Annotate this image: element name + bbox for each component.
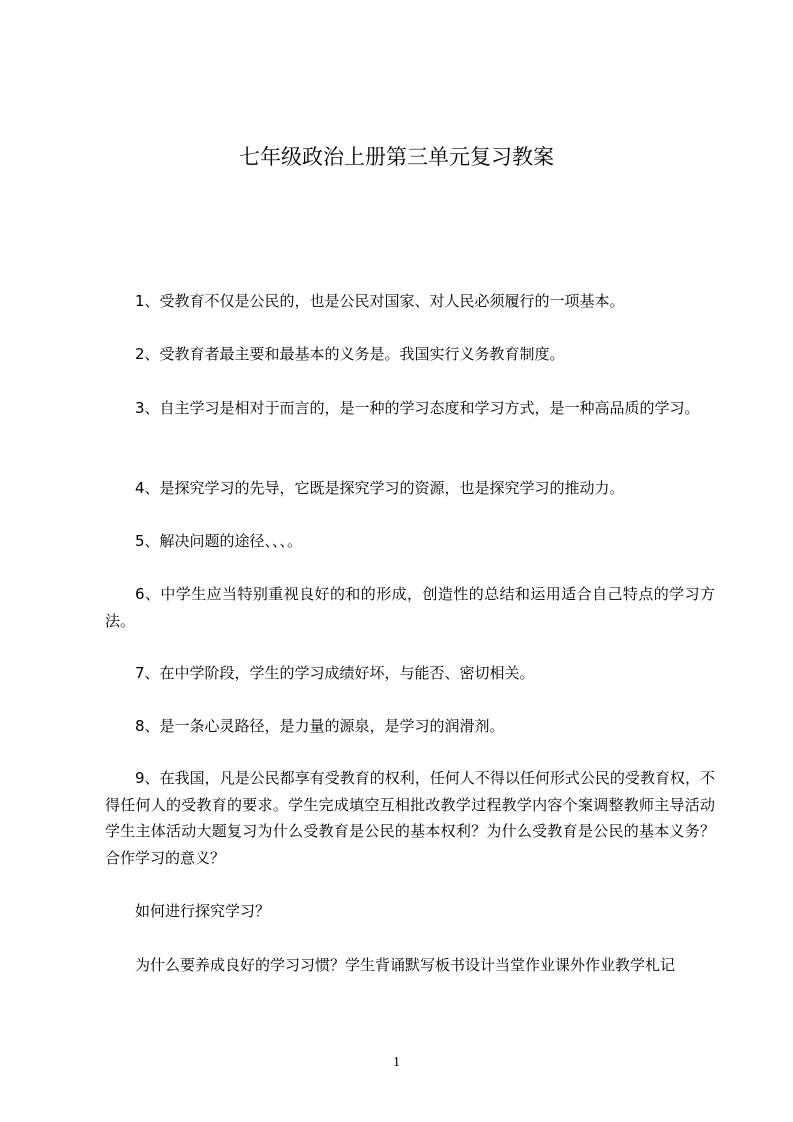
paragraph-2: 2、受教育者最主要和最基本的义务是。我国实行义务教育制度。 — [135, 345, 565, 363]
document-title: 七年级政治上册第三单元复习教案 — [239, 145, 554, 169]
paragraph-3: 3、自主学习是相对于而言的，是一种的学习态度和学习方式，是一种高品质的学习。 — [135, 399, 700, 417]
paragraph-11: 为什么要养成良好的学习习惯？学生背诵默写板书设计当堂作业课外作业教学札记 — [135, 956, 676, 974]
paragraph-10: 如何进行探究学习？ — [135, 902, 271, 920]
paragraph-8: 8、是一条心灵路径，是力量的源泉，是学习的润滑剂。 — [135, 717, 505, 735]
paragraph-9: 9、在我国，凡是公民都享有受教育的权利，任何人不得以任何形式公民的受教育权，不得任何人的受教育的要求。学生完成填空互相批改教学过程教学内容个案调整教师主导活动学生主体活动大题复习为什么受教育是公民的基本权利？为什么受教育是公民的基本义务？合作学习的意义？ — [105, 769, 715, 867]
paragraph-7: 7、在中学阶段，学生的学习成绩好坏，与能否、密切相关。 — [135, 664, 535, 682]
paragraph-4: 4、是探究学习的先导，它既是探究学习的资源，也是探究学习的推动力。 — [135, 479, 625, 497]
paragraph-5: 5、解决问题的途径、、、。 — [135, 532, 303, 550]
paragraph-1: 1、受教育不仅是公民的，也是公民对国家、对人民必须履行的一项基本。 — [135, 292, 625, 310]
page-number: 1 — [393, 1055, 400, 1070]
paragraph-6: 6、中学生应当特别重视良好的和的形成，创造性的总结和运用适合自己特点的学习方法。 — [105, 585, 715, 630]
